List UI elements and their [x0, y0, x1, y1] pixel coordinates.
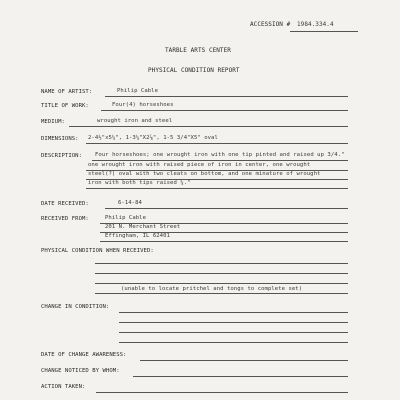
description-line-4: iron with both tips raised ¼."	[88, 180, 191, 186]
description-line-3: steel(?) oval with two cleats on bottom, and one minature of wrought	[88, 171, 321, 177]
description-rule-4	[86, 188, 348, 189]
change-in-condition-rule-1	[119, 312, 348, 313]
received-from-rule-3	[100, 241, 348, 242]
action-taken-label: ACTION TAKEN:	[41, 384, 86, 390]
change-in-condition-rule-2	[119, 322, 348, 323]
physical-condition-rule-3	[95, 283, 348, 284]
change-in-condition-label: CHANGE IN CONDITION:	[41, 304, 110, 310]
accession-underline	[290, 31, 358, 32]
physical-condition-note: (unable to locate pritchel and tongs to complete set)	[121, 286, 303, 292]
date-of-change-label: DATE OF CHANGE AWARENESS:	[41, 352, 127, 358]
physical-condition-rule-2	[95, 273, 348, 274]
title-of-work-line	[101, 110, 348, 111]
change-in-condition-rule-4	[119, 342, 348, 343]
description-rule-1	[92, 160, 348, 161]
change-in-condition-rule-3	[119, 332, 348, 333]
date-received-line	[105, 208, 348, 209]
dimensions-label: DIMENSIONS:	[41, 136, 79, 142]
description-line-1: Four horseshoes; one wrought iron with one tip pinted and raised up 3/4."	[95, 152, 345, 158]
received-from-city: Effingham, IL 62401	[105, 233, 170, 239]
report-title: PHYSICAL CONDITION REPORT	[148, 67, 240, 74]
received-from-label: RECEIVED FROM:	[41, 216, 89, 222]
artist-line	[105, 96, 348, 97]
artist-value: Philip Cable	[117, 88, 159, 94]
received-from-name: Philip Cable	[105, 215, 147, 221]
change-noticed-label: CHANGE NOTICED BY WHOM:	[41, 368, 120, 374]
accession-label: ACCESSION #	[250, 21, 291, 28]
description-line-2: one wrought iron with raised piece of iron in center, one wrought	[88, 162, 311, 168]
date-received-value: 6-14-84	[118, 200, 142, 206]
action-taken-line	[96, 392, 348, 393]
physical-condition-rule-1	[95, 263, 348, 264]
change-noticed-line	[133, 376, 348, 377]
description-label: DESCRIPTION:	[41, 153, 83, 159]
dimensions-line	[86, 143, 348, 144]
org-name: TARBLE ARTS CENTER	[165, 47, 231, 54]
medium-value: wrought iron and steel	[97, 118, 173, 124]
title-of-work-value: Four(4) horseshoes	[112, 102, 174, 108]
received-from-street: 201 N. Merchant Street	[105, 224, 181, 230]
title-of-work-label: TITLE OF WORK:	[41, 103, 89, 109]
medium-label: MEDIUM:	[41, 119, 65, 125]
accession-number: 1984.334.4	[297, 21, 334, 28]
date-of-change-line	[140, 360, 348, 361]
artist-label: NAME OF ARTIST:	[41, 89, 93, 95]
dimensions-value: 2-4½"x5¼", 1-3¼"X2⅞", 1-5 3/4"X5" oval	[88, 135, 218, 141]
medium-line	[69, 126, 348, 127]
physical-condition-rule-4	[95, 293, 348, 294]
date-received-label: DATE RECEIVED:	[41, 201, 89, 207]
physical-condition-label: PHYSICAL CONDITION WHEN RECEIVED:	[41, 248, 154, 254]
